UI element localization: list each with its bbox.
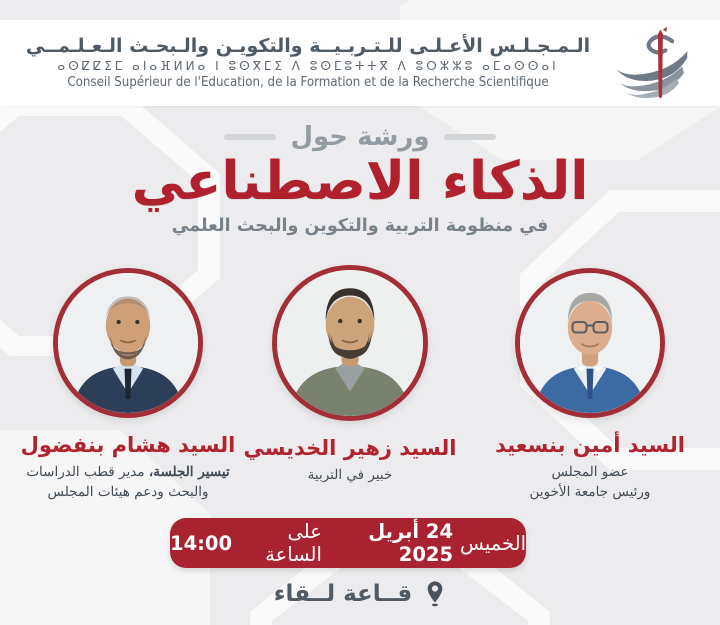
subtitle: في منظومة التربية والتكوين والبحث العلمي: [171, 215, 549, 236]
speaker-card-khadissi: [238, 265, 462, 486]
speaker-name: السيد هشام بنفضول: [20, 433, 236, 457]
role-line: مدير قطب الدراسات: [26, 464, 145, 480]
org-name-tifinagh: ⴰⵙⵇⵇⵉⵎ ⴰⵏⴰⴼⵍⵍⴰ ⵏ ⵓⵙⴳⵎⵉ ⴷ ⵓⵙⵎⵓⵜⵜⴳ ⴷ ⵓⵔⵣⵣⵓ ⴰⵎⴰⵙⵙⴰⵏ: [57, 58, 559, 73]
org-name-french: Conseil Supérieur de l'Education, de la Formation et de la Recherche Scientifique: [67, 75, 549, 91]
workshop-kicker: ورشة حول: [290, 122, 430, 152]
date-connector: على الساعة: [265, 520, 322, 566]
date-time-banner: [170, 518, 526, 568]
org-name-arabic: الـمـجـلـس الأعـلـى للـتـربـيــة والتكويـن والـبحـث الـعـلـمــي: [25, 34, 591, 57]
main-title: الذكاء الاصطناعي: [131, 151, 589, 212]
map-pin-icon: [424, 580, 446, 608]
speaker-role: [238, 466, 462, 486]
location-row: [0, 580, 720, 608]
speaker-role: [478, 463, 702, 502]
speaker-card-bensaid: [478, 268, 702, 502]
speaker-name: السيد أمين بنسعيد: [495, 433, 685, 457]
role-line: والبحث ودعم هيئات المجلس: [47, 483, 209, 500]
role-line: عضو المجلس: [551, 464, 629, 480]
speaker-photo-bensaid: [515, 268, 665, 418]
speaker-card-benfadoul: [16, 268, 240, 502]
speaker-photo-khadissi: [272, 265, 428, 421]
role-line: ورئيس جامعة الأخوين: [529, 483, 651, 500]
event-time: 14:00: [170, 531, 233, 555]
speaker-name: السيد زهير الخديسي: [243, 436, 457, 460]
date-value: 24 أبريل 2025: [368, 520, 454, 566]
location-name: قــاعة لــقاء: [273, 581, 413, 607]
speaker-photo-benfadoul: [53, 268, 203, 418]
role-line: خبير في التربية: [307, 467, 393, 483]
date-day: الخميس: [460, 531, 526, 555]
role-bold: تيسير الجلسة،: [148, 464, 230, 480]
speaker-role: [16, 463, 240, 502]
